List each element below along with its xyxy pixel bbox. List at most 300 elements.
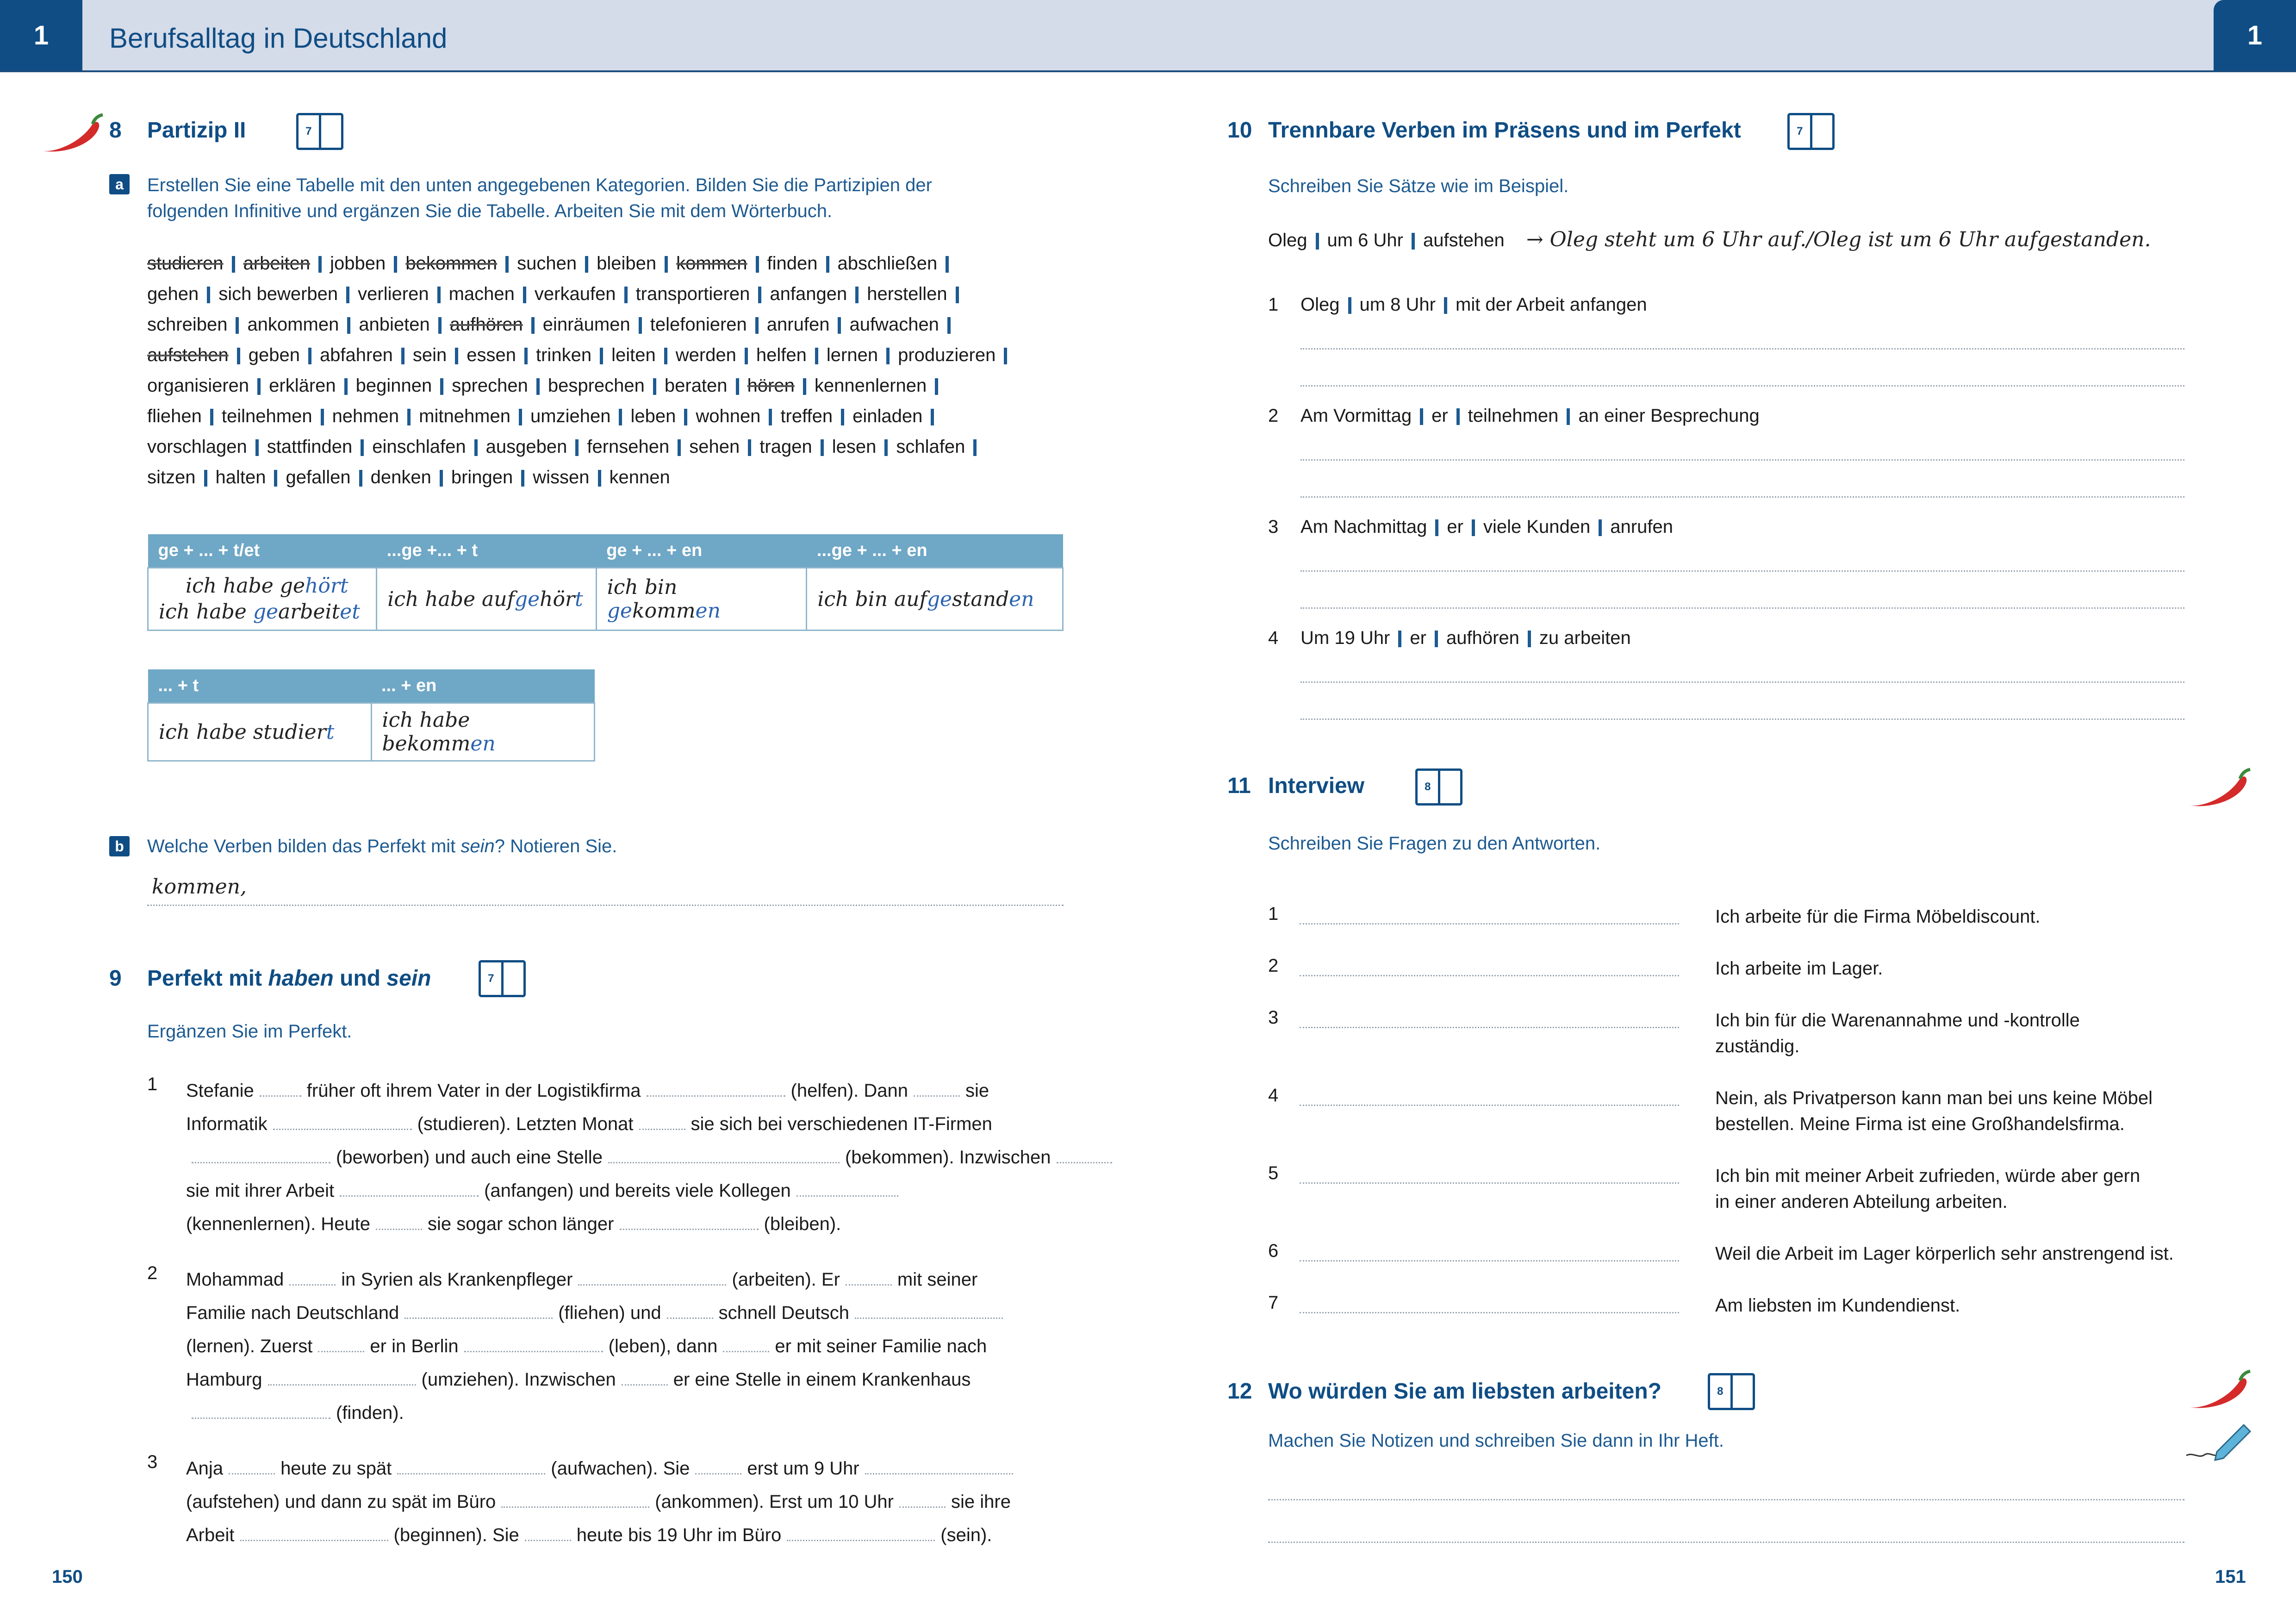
item-number: 2 [1268, 956, 1279, 976]
cell-text: komm [632, 599, 696, 623]
instr-text: Welche Verben bilden das Perfekt mit [147, 836, 461, 856]
separator-bar [841, 409, 844, 425]
answer-text [1715, 1241, 2174, 1267]
gap-text-segment: schnell Deutsch [718, 1303, 849, 1323]
separator-bar [736, 378, 739, 395]
prompt-part: aufhören [1446, 628, 1519, 648]
verb-item: besprechen [548, 375, 645, 396]
separator-bar [1472, 519, 1475, 536]
separator-bar [947, 317, 951, 334]
cell-highlight: ge [607, 599, 632, 623]
gap-text-segment: sie [965, 1081, 989, 1101]
gap-text-3 [186, 1452, 1019, 1552]
separator-bar [318, 256, 322, 273]
separator-bar [838, 317, 841, 334]
gap-text-segment: sie ihre [951, 1492, 1011, 1512]
verb-item: bekommen [405, 253, 498, 274]
gap-blank[interactable] [787, 1521, 935, 1541]
gap-text-line [186, 1207, 1118, 1241]
gap-blank[interactable] [404, 1299, 553, 1319]
gap-text-segment: in Syrien als Krankenpfleger [341, 1269, 573, 1290]
gap-text-segment: sie mit ihrer Arbeit [186, 1181, 335, 1201]
gap-text-line [186, 1107, 1118, 1141]
question-line[interactable] [1300, 1081, 1679, 1106]
prompt-part: anrufen [1610, 517, 1673, 537]
separator-bar [359, 470, 362, 487]
separator-bar [935, 378, 938, 395]
verb-item: finden [767, 253, 818, 274]
separator-bar [347, 317, 350, 334]
gap-blank[interactable] [846, 1266, 892, 1286]
cell-highlight: ge [927, 587, 952, 611]
answer-line[interactable] [1300, 574, 2184, 609]
item-number: 2 [1268, 406, 1279, 426]
example-answer: → Oleg steht um 6 Uhr auf./Oleg ist um 6 Uhr aufgestanden. [1526, 228, 2151, 251]
verb-item: schlafen [896, 437, 965, 457]
gap-blank[interactable] [464, 1332, 603, 1352]
separator-bar [855, 287, 859, 303]
verb-item: beraten [664, 375, 728, 396]
item-number: 3 [1268, 517, 1279, 537]
gap-blank[interactable] [192, 1399, 330, 1419]
item-number: 3 [1268, 1007, 1279, 1028]
gap-text-segment: Arbeit [186, 1525, 235, 1545]
separator-bar [1599, 519, 1602, 536]
gap-text-segment: (anfangen) und bereits viele Kollegen [484, 1181, 791, 1201]
verb-item: anbieten [359, 314, 430, 335]
exercise-10-instruction: Schreiben Sie Sätze wie im Beispiel. [1268, 176, 1569, 196]
gap-text-line [186, 1485, 1019, 1518]
verb-item: bringen [451, 467, 513, 487]
gap-text-line [186, 1330, 1008, 1363]
gap-blank[interactable] [620, 1210, 759, 1230]
separator-bar [598, 470, 601, 487]
chili-icon [2184, 1367, 2254, 1413]
answer-text-line: Ich arbeite für die Firma Möbeldiscount. [1715, 906, 2041, 927]
answer-text [1715, 1163, 2140, 1215]
answer-line[interactable] [1300, 537, 2184, 572]
gap-blank[interactable] [914, 1077, 960, 1097]
separator-bar [474, 439, 478, 456]
gap-text-segment: Anja [186, 1458, 224, 1479]
gap-blank[interactable] [289, 1266, 336, 1286]
verb-row [147, 462, 1015, 493]
prompt-part: er [1447, 517, 1463, 537]
separator-bar [232, 256, 235, 273]
gap-blank[interactable] [899, 1488, 946, 1508]
verb-item: vorschlagen [147, 437, 247, 457]
verb-item: sehen [689, 437, 740, 457]
gap-text-line [186, 1396, 1008, 1430]
separator-bar [236, 317, 239, 334]
table-header: ge + ... + t/et [148, 534, 377, 568]
chili-icon [37, 110, 106, 156]
gap-blank[interactable] [855, 1299, 1003, 1319]
separator-bar [1420, 408, 1423, 425]
gap-blank[interactable] [340, 1177, 479, 1197]
chapter-number-left: 1 [0, 0, 82, 70]
gap-text-segment: er in Berlin [370, 1336, 459, 1356]
gap-blank[interactable] [695, 1455, 741, 1474]
gap-blank[interactable] [229, 1455, 275, 1474]
instr-emphasis: sein [460, 836, 495, 856]
answer-text-line: Ich bin für die Warenannahme und -kontrolle [1715, 1010, 2080, 1031]
part-a-instruction-line-2: folgenden Infinitive und ergänzen Sie die Tabelle. Arbeiten Sie mit dem Wörterbuch. [147, 201, 833, 221]
question-line[interactable] [1300, 1288, 1679, 1313]
gap-text-segment: (studieren). Letzten Monat [417, 1114, 634, 1134]
separator-bar [523, 287, 526, 303]
separator-bar [1398, 631, 1401, 647]
verb-item: produzieren [898, 345, 996, 365]
answer-line[interactable] [1300, 315, 2184, 350]
exercise-11-title: Interview [1268, 774, 1365, 798]
verb-item: beginnen [355, 375, 432, 396]
gap-blank[interactable] [318, 1332, 364, 1352]
exercise-12-number: 12 [1227, 1379, 1252, 1404]
separator-bar [361, 439, 364, 456]
separator-bar [664, 348, 667, 364]
exercise-9-title [147, 966, 431, 991]
prompt-part: er [1410, 628, 1426, 648]
gap-blank[interactable] [268, 1366, 416, 1386]
separator-bar [1435, 519, 1438, 536]
answer-line[interactable] [1300, 352, 2184, 387]
gap-text-segment: Mohammad [186, 1269, 284, 1290]
gap-text-segment: früher oft ihrem Vater in der Logistikfirma [306, 1081, 641, 1101]
verb-row [147, 248, 1015, 279]
gap-text-segment: (sein). [940, 1525, 992, 1545]
book-ref-icon [1708, 1373, 1755, 1410]
answer-text-line: Am liebsten im Kundendienst. [1715, 1295, 1960, 1316]
answer-text [1715, 904, 2041, 930]
gap-text-line [186, 1518, 1019, 1552]
separator-bar [346, 287, 349, 303]
verb-item: sein [412, 345, 447, 365]
part-a-instruction [147, 172, 932, 224]
part-b-instruction [147, 833, 617, 859]
separator-bar [756, 256, 759, 273]
answer-line[interactable] [1300, 426, 2184, 461]
book-ref-icon [479, 960, 526, 997]
separator-bar [308, 348, 311, 364]
separator-bar [1456, 408, 1460, 425]
verb-item: teilnehmen [221, 406, 312, 426]
cell-highlight: t [575, 587, 583, 611]
answer-line[interactable] [1300, 463, 2184, 498]
gap-text-segment: (lernen). Zuerst [186, 1336, 313, 1356]
verb-item: studieren [147, 253, 224, 274]
separator-bar [748, 439, 751, 456]
separator-bar [575, 439, 579, 456]
answer-line[interactable] [1300, 648, 2184, 683]
separator-bar [1348, 297, 1351, 314]
book-ref-icon [296, 113, 343, 150]
gap-blank[interactable] [525, 1521, 571, 1541]
cell-highlight: en [695, 599, 721, 623]
exercise-10-title: Trennbare Verben im Präsens und im Perfekt [1268, 118, 1741, 143]
verb-row [147, 279, 1015, 309]
gap-text-segment: (umziehen). Inzwischen [421, 1369, 616, 1390]
separator-bar [437, 287, 441, 303]
table-header: ... + en [371, 669, 595, 703]
question-line[interactable] [1300, 899, 1679, 924]
cell-highlight: en [470, 732, 496, 756]
verb-item: mitnehmen [419, 406, 510, 426]
question-line[interactable] [1300, 1236, 1679, 1262]
book-ref-number: 8 [1710, 1375, 1733, 1408]
cell-highlight: hört [305, 574, 348, 598]
separator-bar [769, 409, 772, 425]
cell-highlight: ge [253, 600, 279, 624]
item-number: 7 [1268, 1293, 1279, 1313]
gap-text-segment: (beginnen). Sie [393, 1525, 519, 1545]
book-ref-number: 7 [299, 115, 321, 148]
separator-bar [438, 317, 442, 334]
separator-bar [884, 439, 888, 456]
book-ref-number: 8 [1418, 771, 1440, 803]
verb-item: kommen [676, 253, 747, 274]
example-line [1268, 223, 2151, 257]
exercise-12-title: Wo würden Sie am liebsten arbeiten? [1268, 1379, 1661, 1404]
part-a-label: a [109, 174, 130, 194]
verb-item: essen [467, 345, 516, 365]
verb-item: herstellen [867, 284, 947, 304]
prompt-part: um 8 Uhr [1359, 294, 1436, 315]
gap-text-line [186, 1263, 1008, 1296]
gap-blank[interactable] [667, 1299, 713, 1319]
verb-item: sich bewerben [218, 284, 338, 304]
gap-blank[interactable] [501, 1488, 649, 1508]
separator-bar [956, 287, 959, 303]
table-header: ... + t [148, 669, 372, 703]
cell-text: ich habe studier [159, 720, 326, 744]
item-number: 5 [1268, 1163, 1279, 1183]
notes-line[interactable] [1268, 1468, 2184, 1500]
gap-blank[interactable] [608, 1143, 840, 1163]
answer-line-b[interactable] [147, 873, 1064, 906]
table-cell [596, 568, 807, 631]
cell-text: arbeit [278, 600, 340, 624]
verb-item: schreiben [147, 314, 228, 335]
verb-item: kennen [609, 467, 670, 487]
answer-text-line: in einer anderen Abteilung arbeiten. [1715, 1192, 2008, 1212]
separator-bar [684, 409, 687, 425]
table-header: ...ge + ... + en [807, 534, 1063, 568]
answer-text [1715, 956, 1883, 981]
separator-bar [394, 256, 397, 273]
prompt-part: Um 19 Uhr [1300, 628, 1390, 648]
verb-item: suchen [517, 253, 577, 274]
gap-blank[interactable] [273, 1110, 412, 1130]
verb-item: werden [675, 345, 736, 365]
separator-bar [237, 348, 240, 364]
gap-blank[interactable] [578, 1266, 726, 1286]
verb-item: gehen [147, 284, 199, 304]
notes-line[interactable] [1268, 1510, 2184, 1543]
prompt-part: viele Kunden [1483, 517, 1591, 537]
item-number: 1 [1268, 904, 1279, 924]
gap-text-line [186, 1452, 1019, 1485]
exercise-9-instruction: Ergänzen Sie im Perfekt. [147, 1021, 352, 1042]
separator-bar [886, 348, 890, 364]
verb-item: aufhören [449, 314, 523, 335]
verb-item: jobben [330, 253, 386, 274]
chili-icon [2184, 765, 2254, 811]
gap-text-segment: (helfen). Dann [790, 1081, 908, 1101]
separator-bar [803, 378, 806, 395]
verb-item: organisieren [147, 375, 249, 396]
gap-blank[interactable] [622, 1366, 668, 1386]
exercise-8-title: Partizip II [147, 118, 246, 143]
gap-text-segment: (aufstehen) und dann zu spät im Büro [186, 1492, 496, 1512]
gap-text-2 [186, 1263, 1008, 1430]
separator-bar [1567, 408, 1570, 425]
verb-item: aufstehen [147, 345, 229, 365]
verb-item: leiten [611, 345, 656, 365]
gap-text-segment: (leben), dann [608, 1336, 718, 1356]
gap-text-segment: (fliehen) und [558, 1303, 661, 1323]
cell-highlight: et [340, 600, 360, 624]
example-part: aufstehen [1423, 230, 1505, 250]
item-number: 4 [1268, 1085, 1279, 1106]
gap-blank[interactable] [865, 1455, 1013, 1474]
item-number: 4 [1268, 628, 1279, 648]
prompt-part: an einer Besprechung [1578, 406, 1760, 426]
separator-bar [274, 470, 277, 487]
separator-bar [255, 439, 259, 456]
answer-text-line: bestellen. Meine Firma ist eine Großhandelsfirma. [1715, 1114, 2125, 1134]
table-header: ge + ... + en [596, 534, 807, 568]
separator-bar [821, 439, 824, 456]
gap-blank[interactable] [192, 1143, 330, 1163]
gap-blank[interactable] [796, 1177, 898, 1197]
cell-text: ich bin auf [817, 587, 927, 611]
exercise-11-number: 11 [1227, 774, 1251, 798]
cell-highlight: ge [514, 587, 540, 611]
question-line[interactable] [1300, 951, 1679, 976]
answer-text-line: zuständig. [1715, 1036, 1800, 1056]
prompt-part: teilnehmen [1468, 406, 1559, 426]
verb-item: leben [630, 406, 676, 426]
gap-text-line [186, 1296, 1008, 1330]
separator-bar [536, 378, 540, 395]
answer-b-text: kommen, [152, 875, 247, 899]
separator-bar [204, 470, 207, 487]
gap-blank[interactable] [397, 1455, 545, 1474]
gap-text-line [186, 1141, 1118, 1174]
page-number-left: 150 [52, 1567, 83, 1587]
title-text: und [333, 966, 387, 991]
prompt-part: Am Nachmittag [1300, 517, 1427, 537]
gap-text-segment: (bekommen). Inzwischen [845, 1147, 1051, 1168]
question-line[interactable] [1300, 1158, 1679, 1184]
verb-item: machen [448, 284, 515, 304]
separator-bar [455, 348, 458, 364]
cell-text: ich habe ge [186, 574, 305, 598]
book-ref-number: 7 [481, 962, 504, 995]
verb-item: anrufen [766, 314, 830, 335]
verb-item: sitzen [147, 467, 196, 487]
answer-line[interactable] [1300, 685, 2184, 720]
separator-bar [1444, 297, 1447, 314]
gap-text-segment: (kennenlernen). Heute [186, 1214, 371, 1234]
cell-text: ich bin [607, 575, 678, 599]
verb-item: ankommen [247, 314, 339, 335]
gap-text-segment: er eine Stelle in einem Krankenhaus [673, 1369, 971, 1390]
answer-text-line: Ich arbeite im Lager. [1715, 958, 1883, 979]
verb-item: anfangen [770, 284, 847, 304]
gap-text-segment: (aufwachen). Sie [551, 1458, 690, 1479]
answer-text-line: Nein, als Privatperson kann man bei uns keine Möbel [1715, 1088, 2153, 1108]
separator-bar [321, 409, 324, 425]
cell-text: ich habe [159, 600, 253, 624]
separator-bar [519, 409, 522, 425]
separator-bar [440, 470, 443, 487]
separator-bar [1528, 631, 1531, 647]
separator-bar [946, 256, 949, 273]
table-cell [377, 568, 596, 631]
answer-text-line: Weil die Arbeit im Lager körperlich sehr anstrengend ist. [1715, 1243, 2174, 1264]
gap-text-segment: (arbeiten). Er [732, 1269, 840, 1290]
verb-item: umziehen [530, 406, 611, 426]
gap-blank[interactable] [639, 1110, 685, 1130]
verb-item: ausgeben [485, 437, 567, 457]
verb-item: hören [747, 375, 795, 396]
book-ref-number: 7 [1790, 115, 1812, 148]
separator-bar [600, 348, 603, 364]
prompt-part: zu arbeiten [1539, 628, 1631, 648]
verb-item: aufwachen [849, 314, 939, 335]
gap-blank[interactable] [240, 1521, 388, 1541]
gap-blank[interactable] [260, 1077, 301, 1097]
gap-blank[interactable] [647, 1077, 785, 1097]
verb-item: abschließen [837, 253, 938, 274]
gap-text-segment: erst um 9 Uhr [747, 1458, 859, 1479]
question-line[interactable] [1300, 1003, 1679, 1028]
instr-text: ? Notieren Sie. [494, 836, 617, 856]
verb-row [147, 401, 1015, 431]
answer-text [1715, 1293, 1960, 1318]
table-header: ...ge +... + t [377, 534, 596, 568]
gap-blank[interactable] [376, 1210, 422, 1230]
separator-bar [678, 439, 681, 456]
answer-text [1715, 1085, 2153, 1137]
gap-text-segment: Informatik [186, 1114, 268, 1134]
verb-list [147, 248, 1015, 493]
gap-text-segment: sie sich bei verschiedenen IT-Firmen [691, 1114, 992, 1134]
chapter-title: Berufsalltag in Deutschland [109, 23, 448, 54]
verb-item: fliehen [147, 406, 202, 426]
verb-item: arbeiten [243, 253, 311, 274]
separator-bar [344, 378, 348, 395]
pencil-icon [2184, 1419, 2254, 1461]
title-text: Perfekt mit [147, 966, 268, 991]
gap-text-segment: (finden). [336, 1403, 404, 1423]
gap-blank[interactable] [723, 1332, 769, 1352]
separator-bar [440, 378, 443, 395]
separator-bar [207, 287, 210, 303]
gap-blank[interactable] [1057, 1143, 1112, 1163]
cell-text: ich habe auf [387, 587, 515, 611]
separator-bar [531, 317, 535, 334]
example-part: Oleg [1268, 230, 1307, 250]
separator-bar [1004, 348, 1007, 364]
separator-bar [521, 470, 524, 487]
gap-text-segment: (ankommen). Erst um 10 Uhr [655, 1492, 894, 1512]
verb-item: treffen [780, 406, 833, 426]
verb-item: lesen [832, 437, 877, 457]
prompt-part: Am Vormittag [1300, 406, 1412, 426]
